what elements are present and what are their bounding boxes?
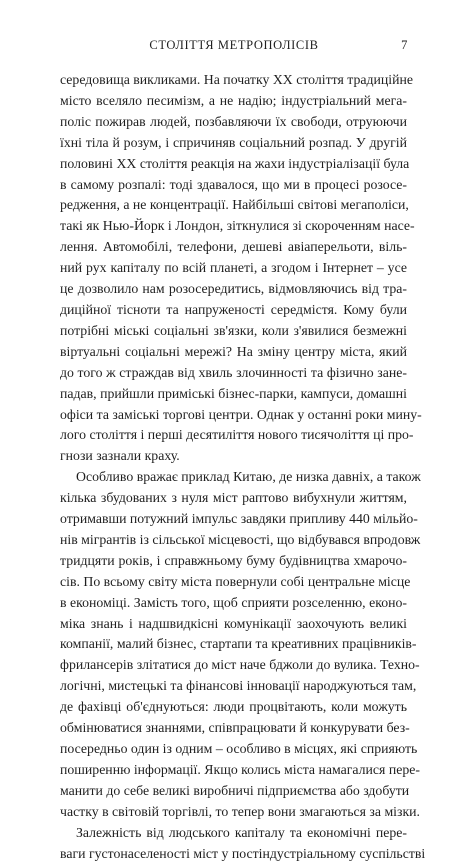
text-line: лення. Автомобілі, телефони, дешеві авіаперельоти, віль- xyxy=(60,239,407,255)
text-line: до того ж страждав від хвиль злочинності та фізично зане- xyxy=(60,364,407,380)
text-line: гнози зазнали краху. xyxy=(60,448,180,464)
text-line: поширенню інформації. Якщо колись міста намагалися пере- xyxy=(60,761,420,777)
text-line: ний рух капіталу по всій планеті, а згодом і Інтернет – усе xyxy=(60,260,407,276)
text-line: в економіці. Замість того, щоб сприяти розселенню, еконо- xyxy=(60,594,407,610)
text-line: Особливо вражає приклад Китаю, де низка давніх, а також xyxy=(76,469,421,485)
body-text xyxy=(60,70,426,864)
text-line: місто вселяло песимізм, а не надію; індустріальний мега- xyxy=(60,92,407,108)
text-line: потрібні міські соціальні зв'язки, коли з'явилися безмежні xyxy=(60,322,407,338)
text-line: отримавши потужний імпульс завдяки припливу 440 мільйо- xyxy=(60,511,418,527)
text-line: частку в світовій торгівлі, то тепер вони змагаються за мізки. xyxy=(60,803,420,819)
text-line: компанії, малий бізнес, стартапи та креативних працівників- xyxy=(60,636,417,652)
text-line: лого століття і перші десятиліття нового тисячоліття ці про- xyxy=(60,427,414,443)
text-line: половині XX століття реакція на жахи індустріалізації була xyxy=(60,155,410,171)
text-line: віртуальні соціальні мережі? На зміну центру міста, який xyxy=(60,343,407,359)
text-line: фрилансерів злітатися до міст наче бджоли до вулика. Техно- xyxy=(60,657,420,673)
paragraph xyxy=(60,467,421,822)
page-number: 7 xyxy=(401,38,408,52)
text-line: посередньо один із одним – особливо в місцях, які сприяють xyxy=(60,741,418,756)
text-line: міка знань і надшвидкісні комунікації заохочують великі xyxy=(60,615,407,631)
text-line: Залежність від людського капіталу та економічні пере- xyxy=(76,824,407,840)
text-line: манити до себе великі виробничі підприємства або здобути xyxy=(60,782,410,798)
text-line: це дозволило нам розосередитись, відмовляючись від тра- xyxy=(60,281,407,297)
text-line: поліс пожирав людей, позбавляючи їх свободи, отруюючи xyxy=(60,113,407,129)
text-line: ваги густонаселеності міст у постіндустріальному суспільстві xyxy=(60,845,426,861)
paragraph xyxy=(60,823,426,864)
text-line: де фахівці об'єднуються: люди процвітають, коли можуть xyxy=(60,699,407,715)
text-line: в самому розпалі: тоді здавалося, що ми в процесі розосе- xyxy=(60,176,407,192)
running-header xyxy=(60,38,408,56)
text-line: сів. По всьому світу міста повернули собі центральне місце xyxy=(60,573,411,589)
text-line: редження, а не концентрації. Найбільші світові мегаполіси, xyxy=(60,197,409,213)
running-title: СТОЛІТТЯ МЕТРОПОЛІСІВ xyxy=(149,38,319,52)
text-line: падав, прийшли приміські бізнес-парки, кампуси, домашні xyxy=(60,385,407,401)
text-line: нів мігрантів із сільської місцевості, що відбувався впродовж xyxy=(60,531,421,547)
text-line: диційної тісноти та напруженості середмістя. Кому були xyxy=(60,301,407,317)
text-line: їхні тіла й розум, і спричиняв соціальний розпад. У другій xyxy=(60,134,407,150)
text-line: кілька збудованих з нуля міст раптово вибухнули життям, xyxy=(60,490,407,506)
text-line: такі як Нью-Йорк і Лондон, зіткнулися зі скороченням насе- xyxy=(60,218,415,234)
text-line: обмінюватися знаннями, співпрацювати й конкурувати без- xyxy=(60,720,410,736)
text-line: середовища викликами. На початку XX століття традиційне xyxy=(60,72,414,87)
text-line: тридцяти років, і справжньому буму будівництва хмарочо- xyxy=(60,552,407,568)
text-line: офіси та заміські торгові центри. Однак у останні роки мину- xyxy=(60,406,422,422)
text-line: логічні, мистецькі та фінансові інновації народжуються там, xyxy=(60,678,417,694)
paragraph xyxy=(60,70,422,467)
